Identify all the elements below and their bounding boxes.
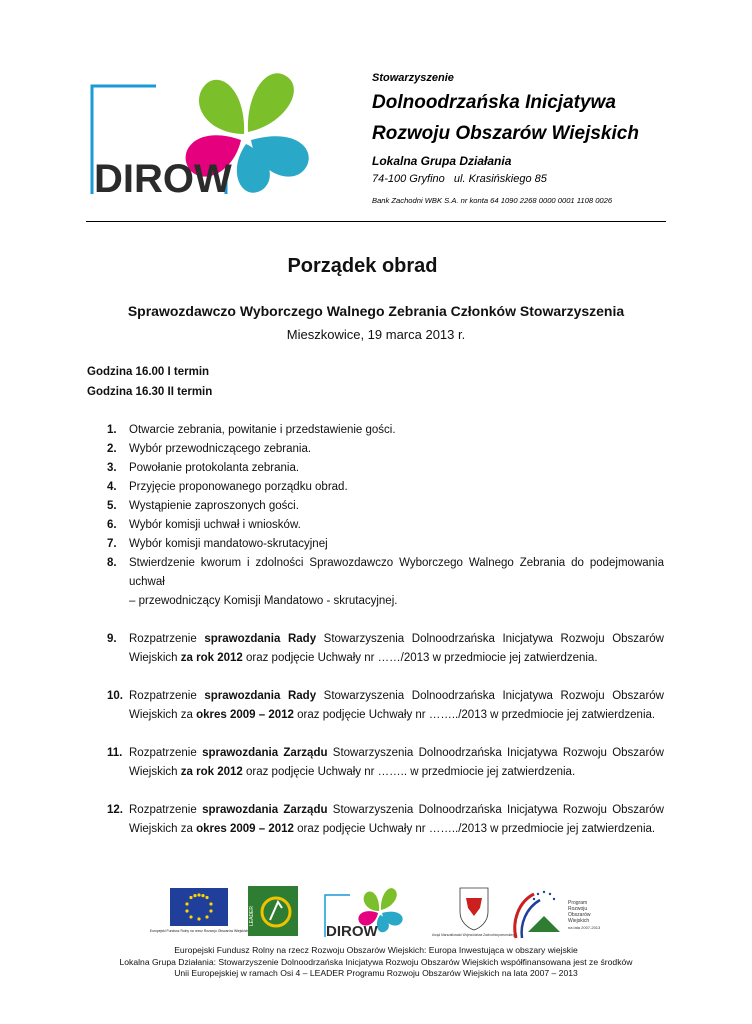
hour-first-term: Godzina 16.00 I termin bbox=[87, 366, 210, 378]
item-text-continuation: – przewodniczący Komisji Mandatowo - skrutacyjnej. bbox=[129, 595, 398, 607]
agenda-list bbox=[86, 421, 664, 839]
item-number: 2. bbox=[107, 443, 117, 455]
org-name-line2: Rozwoju Obszarów Wiejskich bbox=[372, 123, 639, 144]
item-number: 5. bbox=[107, 500, 117, 512]
agenda-item bbox=[86, 459, 664, 478]
footer-line-1: Europejski Fundusz Rolny na rzecz Rozwoju Obszarów Wiejskich: Europa Inwestująca w obszary wiejskie bbox=[174, 945, 578, 955]
item-number: 1. bbox=[107, 424, 117, 436]
footer-line-2: Lokalna Grupa Działania: Stowarzyszenie Dolnoodrzańska Inicjatywa Rozwoju Obszarów Wiejskich współfinansowana jest ze środków bbox=[119, 956, 633, 967]
urzad-caption: Urząd Marszałkowski Województwa Zachodniopomorskiego bbox=[431, 933, 517, 937]
item-text: oraz podjęcie Uchwały nr ……/2013 w przedmiocie jej zatwierdzenia. bbox=[242, 652, 598, 664]
item-number: 6. bbox=[107, 519, 117, 531]
item-number: 3. bbox=[107, 462, 117, 474]
prow-caption: Obszarów bbox=[568, 912, 591, 918]
dirow-logo bbox=[86, 62, 338, 202]
hour-second-term: Godzina 16.30 II termin bbox=[87, 386, 213, 398]
agenda-item bbox=[86, 554, 664, 611]
item-text: Stowarzyszenia Dolnoodrzańska Inicjatywa Rozwoju Obszarów Wiejskich bbox=[129, 633, 664, 664]
item-text-bold: za rok 2012 bbox=[180, 652, 243, 664]
agenda-item bbox=[86, 535, 664, 554]
item-number: 12. bbox=[107, 804, 123, 816]
prow-caption: na lata 2007-2013 bbox=[568, 925, 601, 930]
leader-logo bbox=[248, 886, 298, 936]
agenda-item bbox=[86, 497, 664, 516]
item-number: 10. bbox=[107, 690, 123, 702]
item-text-bold: okres 2009 – 2012 bbox=[196, 823, 294, 835]
item-text: Stwierdzenie kworum i zdolności Sprawozdawczo Wyborczego Walnego Zebrania do podejmowania uchwał bbox=[129, 557, 664, 588]
item-text: oraz podjęcie Uchwały nr ……../2013 w przedmiocie jej zatwierdzenia. bbox=[293, 709, 656, 721]
item-number: 11. bbox=[107, 747, 123, 759]
header-divider bbox=[86, 221, 666, 222]
item-text-bold: sprawozdania Zarządu bbox=[202, 804, 328, 816]
place-date: Mieszkowice, 19 marca 2013 r. bbox=[286, 327, 466, 342]
item-text-bold: sprawozdania Zarządu bbox=[202, 747, 328, 759]
agenda-item bbox=[86, 440, 664, 459]
footer-logo-text: DIROW bbox=[326, 923, 378, 940]
item-text-bold: sprawozdania Rady bbox=[204, 690, 317, 702]
item-number: 9. bbox=[107, 633, 117, 645]
agenda-item bbox=[86, 801, 664, 839]
urzad-marszalkowski-logo bbox=[431, 886, 517, 938]
item-text-bold: za rok 2012 bbox=[180, 766, 243, 778]
prow-caption: Wiejskich bbox=[568, 918, 590, 924]
prow-logo bbox=[506, 882, 616, 942]
eu-flag-logo bbox=[149, 888, 249, 936]
item-text: Stowarzyszenia Dolnoodrzańska Inicjatywa Rozwoju Obszarów Wiejskich bbox=[129, 747, 664, 778]
item-text-bold: sprawozdania Rady bbox=[204, 633, 317, 645]
item-text: Wybór przewodniczącego zebrania. bbox=[129, 443, 312, 455]
logo-text: DIROW bbox=[94, 157, 232, 201]
org-name-line1: Dolnoodrzańska Inicjatywa bbox=[372, 92, 616, 113]
item-number: 8. bbox=[107, 557, 117, 569]
item-text: Otwarcie zebrania, powitanie i przedstawienie gości. bbox=[129, 424, 396, 436]
item-text: Rozpatrzenie bbox=[129, 690, 205, 702]
dirow-footer-logo bbox=[322, 883, 412, 941]
item-text: Stowarzyszenia Dolnoodrzańska Inicjatywa Rozwoju Obszarów Wiejskich za bbox=[129, 690, 664, 721]
leader-label: LEADER bbox=[249, 905, 255, 926]
item-text-bold: okres 2009 – 2012 bbox=[196, 709, 294, 721]
item-text: Przyjęcie proponowanego porządku obrad. bbox=[129, 481, 348, 493]
item-text: Wybór komisji mandatowo-skrutacyjnej bbox=[129, 538, 328, 550]
item-text: Rozpatrzenie bbox=[129, 747, 203, 759]
item-text: Wybór komisji uchwał i wniosków. bbox=[129, 519, 301, 531]
prow-caption: Program bbox=[568, 900, 588, 906]
item-text: oraz podjęcie Uchwały nr ……../2013 w przedmiocie jej zatwierdzenia. bbox=[293, 823, 656, 835]
item-text: Powołanie protokolanta zebrania. bbox=[129, 462, 300, 474]
footer-line-3: Unii Europejskiej w ramach Osi 4 – LEADER Programu Rozwoju Obszarów Wiejskich na lata 2007 – 2013 bbox=[174, 968, 578, 978]
agenda-item bbox=[86, 630, 664, 668]
agenda-item bbox=[86, 744, 664, 782]
org-address: 74-100 Gryfino ul. Krasińskiego 85 bbox=[372, 173, 547, 185]
item-text: Stowarzyszenia Dolnoodrzańska Inicjatywa Rozwoju Obszarów Wiejskich za bbox=[129, 804, 664, 835]
item-number: 7. bbox=[107, 538, 117, 550]
item-text: Wystąpienie zaproszonych gości. bbox=[129, 500, 299, 512]
item-text: Rozpatrzenie bbox=[129, 633, 205, 645]
org-prefix: Stowarzyszenie bbox=[372, 72, 454, 84]
org-lgd: Lokalna Grupa Działania bbox=[372, 154, 512, 168]
prow-caption: Rozwoju bbox=[568, 906, 588, 912]
agenda-item bbox=[86, 478, 664, 497]
page-title: Porządek obrad bbox=[287, 255, 438, 277]
agenda-item bbox=[86, 516, 664, 535]
agenda-item bbox=[86, 687, 664, 725]
footer-text bbox=[0, 945, 752, 980]
item-number: 4. bbox=[107, 481, 117, 493]
eu-caption: Europejski Fundusz Rolny na rzecz Rozwoju Obszarów Wiejskich bbox=[149, 929, 249, 933]
item-text: oraz podjęcie Uchwały nr …….. w przedmiocie jej zatwierdzenia. bbox=[242, 766, 576, 778]
org-bank: Bank Zachodni WBK S.A. nr konta 64 1090 2268 0000 0001 1108 0026 bbox=[372, 196, 613, 205]
item-text: Rozpatrzenie bbox=[129, 804, 203, 816]
subtitle: Sprawozdawczo Wyborczego Walnego Zebrania Członków Stowarzyszenia bbox=[127, 303, 625, 319]
agenda-item bbox=[86, 421, 664, 440]
